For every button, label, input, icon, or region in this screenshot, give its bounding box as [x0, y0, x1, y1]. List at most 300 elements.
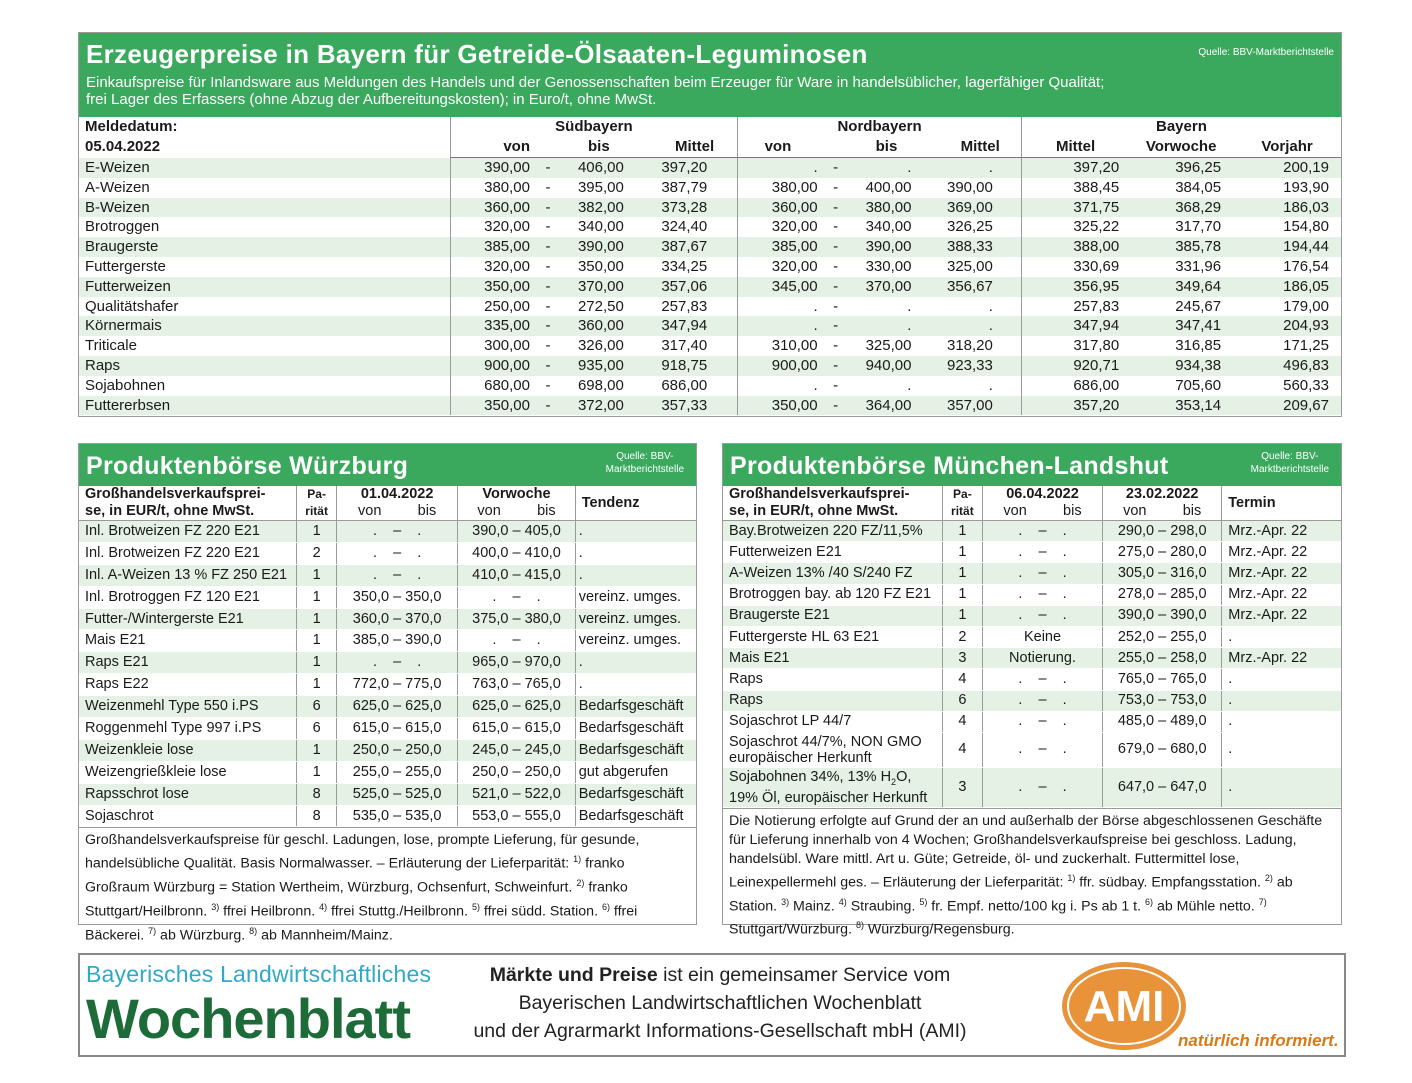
table-row: [79, 761, 696, 783]
service-text: Märkte und Preise ist ein gemeinsamer Service vom Bayerischen Landwirtschaftlichen Wochenblatt und der Agrarmarkt Informations-Gesellschaft mbH (AMI): [473, 964, 967, 1042]
wz-header-desc: Großhandelsverkaufsprei- se, in EUR/t, ohne MwSt.: [79, 486, 297, 521]
paritaet: 1: [942, 521, 982, 542]
nord-dash: -: [818, 277, 854, 297]
group-suedbayern: Südbayern: [450, 117, 738, 137]
sued-mittel: 324,40: [632, 217, 738, 237]
sued-von: 250,00: [450, 297, 530, 317]
table-row: [723, 584, 1341, 605]
product-name: Weizenmehl Type 550 i.PS: [79, 696, 297, 718]
product-name: Mais E21: [723, 648, 942, 669]
sued-dash: -: [530, 376, 566, 396]
previous-price: 763,0 – 765,0: [458, 674, 575, 696]
sued-mittel: 918,75: [632, 356, 738, 376]
nord-von: .: [738, 158, 818, 178]
bayern-vorwoche: 705,60: [1129, 376, 1233, 396]
tendenz: vereinz. umges.: [575, 586, 696, 608]
footer-banner: [78, 953, 1346, 1057]
nord-mittel: .: [919, 376, 1021, 396]
table-row: [723, 648, 1341, 669]
current-price: Notierung.: [982, 648, 1102, 669]
current-price: . – .: [982, 584, 1102, 605]
nord-bis: 380,00: [854, 198, 920, 218]
previous-price: 245,0 – 245,0: [458, 739, 575, 761]
termin: .: [1222, 711, 1341, 732]
current-price: 250,0 – 250,0: [336, 739, 457, 761]
col-sued-mittel: Mittel: [632, 137, 738, 158]
sued-dash: -: [530, 277, 566, 297]
previous-price: 753,0 – 753,0: [1103, 690, 1222, 711]
nord-mittel: .: [919, 297, 1021, 317]
sued-mittel: 387,79: [632, 178, 738, 198]
paritaet: 3: [942, 648, 982, 669]
erzeugerpreise-header: [79, 33, 1341, 117]
bayern-mittel: 388,00: [1021, 237, 1129, 257]
sued-bis: 698,00: [566, 376, 632, 396]
paritaet: 1: [297, 761, 337, 783]
paritaet: 1: [297, 608, 337, 630]
sued-mittel: 387,67: [632, 237, 738, 257]
tendenz: gut abgerufen: [575, 761, 696, 783]
nord-von: 320,00: [738, 217, 818, 237]
paritaet: 8: [297, 783, 337, 805]
table-row: [79, 257, 1341, 277]
sued-dash: -: [530, 158, 566, 178]
current-price: 772,0 – 775,0: [336, 674, 457, 696]
nord-bis: 325,00: [854, 336, 920, 356]
wuerzburg-title: Produktenbörse Würzburg: [86, 452, 409, 480]
termin: .: [1222, 690, 1341, 711]
sued-bis: 390,00: [566, 237, 632, 257]
previous-price: 410,0 – 415,0: [458, 564, 575, 586]
bayern-vorwoche: 384,05: [1129, 178, 1233, 198]
tendenz: .: [575, 542, 696, 564]
bayern-mittel: 388,45: [1021, 178, 1129, 198]
sued-mittel: 317,40: [632, 336, 738, 356]
bayern-vorwoche: 353,14: [1129, 396, 1233, 416]
table-row: [723, 521, 1341, 542]
termin: Mrz.-Apr. 22: [1222, 648, 1341, 669]
paritaet: 4: [942, 669, 982, 690]
sued-bis: 382,00: [566, 198, 632, 218]
nord-dash: -: [818, 356, 854, 376]
bayern-vorwoche: 396,25: [1129, 158, 1233, 178]
current-price: . – .: [336, 521, 457, 543]
product-name: Futtergerste: [79, 257, 450, 277]
wuerzburg-header: [79, 444, 696, 486]
nord-bis: .: [854, 316, 920, 336]
nord-dash: -: [818, 158, 854, 178]
sued-mittel: 397,20: [632, 158, 738, 178]
previous-price: 521,0 – 522,0: [458, 783, 575, 805]
bayern-mittel: 686,00: [1021, 376, 1129, 396]
bayern-vorwoche: 347,41: [1129, 316, 1233, 336]
paritaet: 6: [297, 696, 337, 718]
nord-von: 385,00: [738, 237, 818, 257]
table-row: [79, 396, 1341, 416]
sued-bis: 372,00: [566, 396, 632, 416]
current-price: 625,0 – 625,0: [336, 696, 457, 718]
nord-bis: 940,00: [854, 356, 920, 376]
nord-dash: -: [818, 297, 854, 317]
previous-price: 275,0 – 280,0: [1103, 542, 1222, 563]
col-bayern-vorjahr: Vorjahr: [1233, 137, 1341, 158]
product-name: A-Weizen: [79, 178, 450, 198]
product-name: Inl. Brotweizen FZ 220 E21: [79, 521, 297, 543]
table-row: [79, 336, 1341, 356]
sued-mittel: 357,33: [632, 396, 738, 416]
product-name: Inl. Brotroggen FZ 120 E21: [79, 586, 297, 608]
col-nord-von: von: [738, 137, 818, 158]
termin: Mrz.-Apr. 22: [1222, 521, 1341, 542]
bayern-vorjahr: 171,25: [1233, 336, 1341, 356]
current-price: 350,0 – 350,0: [336, 586, 457, 608]
bayern-vorwoche: 934,38: [1129, 356, 1233, 376]
sued-mittel: 347,94: [632, 316, 738, 336]
bayern-mittel: 317,80: [1021, 336, 1129, 356]
sued-bis: 935,00: [566, 356, 632, 376]
bayern-vorjahr: 179,00: [1233, 297, 1341, 317]
sued-bis: 395,00: [566, 178, 632, 198]
nord-dash: -: [818, 316, 854, 336]
bayern-mittel: 371,75: [1021, 198, 1129, 218]
bayern-mittel: 325,22: [1021, 217, 1129, 237]
sued-dash: -: [530, 257, 566, 277]
tendenz: Bedarfsgeschäft: [575, 696, 696, 718]
col-sued-bis: bis: [566, 137, 632, 158]
product-name: Brotroggen: [79, 217, 450, 237]
bayern-vorjahr: 496,83: [1233, 356, 1341, 376]
table-row: Sojabohnen 34%, 13% $H_2O$, 19% Öl, europäischer Herkunft 3 . – . 647,0 – 647,0 .: [723, 767, 1341, 807]
current-price: . – .: [336, 564, 457, 586]
previous-price: 278,0 – 285,0: [1103, 584, 1222, 605]
nord-von: 310,00: [738, 336, 818, 356]
product-name: Braugerste: [79, 237, 450, 257]
table-row: [79, 564, 696, 586]
ml-header-date: 06.04.2022 von bis: [982, 486, 1102, 521]
bayern-mittel: 257,83: [1021, 297, 1129, 317]
current-price: . – .: [982, 711, 1102, 732]
product-name: Weizenkleie lose: [79, 739, 297, 761]
previous-price: 305,0 – 316,0: [1103, 563, 1222, 584]
bayern-mittel: 356,95: [1021, 277, 1129, 297]
sued-mittel: 257,83: [632, 297, 738, 317]
erzeugerpreise-table: [79, 117, 1341, 415]
previous-price: 485,0 – 489,0: [1103, 711, 1222, 732]
nord-dash: -: [818, 336, 854, 356]
bayern-vorjahr: 204,93: [1233, 316, 1341, 336]
product-name: Raps: [723, 690, 942, 711]
product-name: Futtergerste HL 63 E21: [723, 626, 942, 647]
product-name: Roggenmehl Type 997 i.PS: [79, 718, 297, 740]
sued-von: 380,00: [450, 178, 530, 198]
product-name: Futter-/Wintergerste E21: [79, 608, 297, 630]
meldedatum-value: 05.04.2022: [85, 138, 161, 156]
muenchen-table: [723, 486, 1341, 808]
paritaet: 2: [942, 626, 982, 647]
termin: Mrz.-Apr. 22: [1222, 605, 1341, 626]
bayern-vorwoche: 316,85: [1129, 336, 1233, 356]
nord-bis: .: [854, 297, 920, 317]
ml-header-paritaet: Pa- rität: [942, 486, 982, 521]
paritaet: 1: [942, 542, 982, 563]
table-row: [79, 696, 696, 718]
sued-von: 320,00: [450, 257, 530, 277]
previous-price: 255,0 – 258,0: [1103, 648, 1222, 669]
paritaet: 1: [942, 584, 982, 605]
table-row: [79, 718, 696, 740]
nord-dash: -: [818, 237, 854, 257]
nord-von: 320,00: [738, 257, 818, 277]
table-row: [79, 674, 696, 696]
table-row: [723, 563, 1341, 584]
bayern-vorjahr: 193,90: [1233, 178, 1341, 198]
bayern-vorjahr: 186,05: [1233, 277, 1341, 297]
sued-von: 335,00: [450, 316, 530, 336]
sued-dash: -: [530, 198, 566, 218]
nord-mittel: .: [919, 316, 1021, 336]
nord-mittel: 325,00: [919, 257, 1021, 277]
tendenz: vereinz. umges.: [575, 630, 696, 652]
ml-header-desc: Großhandelsverkaufsprei- se, in EUR/t, ohne MwSt.: [723, 486, 942, 521]
product-name: Braugerste E21: [723, 605, 942, 626]
nord-von: 350,00: [738, 396, 818, 416]
bayern-vorjahr: 560,33: [1233, 376, 1341, 396]
table-row: [79, 297, 1341, 317]
bayern-mittel: 330,69: [1021, 257, 1129, 277]
wuerzburg-source: Quelle: BBV- Marktberichtstelle: [605, 451, 684, 475]
sued-dash: -: [530, 217, 566, 237]
sued-von: 900,00: [450, 356, 530, 376]
table-row: [723, 605, 1341, 626]
product-name: E-Weizen: [79, 158, 450, 178]
product-name: Sojabohnen: [79, 376, 450, 396]
previous-price: 252,0 – 255,0: [1103, 626, 1222, 647]
previous-price: 625,0 – 625,0: [458, 696, 575, 718]
table-row: [79, 237, 1341, 257]
current-price: . – .: [982, 690, 1102, 711]
group-bayern: Bayern: [1021, 117, 1341, 137]
nord-bis: 364,00: [854, 396, 920, 416]
current-price: . – .: [982, 521, 1102, 542]
product-name: Raps: [723, 669, 942, 690]
bayern-vorjahr: 200,19: [1233, 158, 1341, 178]
bayern-mittel: 397,20: [1021, 158, 1129, 178]
sued-bis: 370,00: [566, 277, 632, 297]
wuerzburg-footnote: Großhandelsverkaufspreise für geschl. Ladungen, lose, prompte Lieferung, für gesunde, handelsübliche Qualität. Basis Normalwasser. – Erläuterung der Lieferparität: $^{1)}$ franko Großraum Würzburg = Station Wertheim, Würzburg, Ochsenfurt, Schweinfurt. $^{2)}$ franko Stuttgart/Heilbronn. $^{3)}$ ffrei Heilbronn. $^{4)}$ ffrei Stuttg./Heilbronn. $^{5)}$ ffrei südd. Station. $^{6)}$ ffrei Bäckerei. $^{7)}$ ab Würzburg. $^{8)}$ ab Mannheim/Mainz.: [79, 827, 696, 948]
termin: .: [1222, 626, 1341, 647]
nord-dash: -: [818, 396, 854, 416]
product-name: Triticale: [79, 336, 450, 356]
wuerzburg-table: [79, 486, 696, 827]
product-name: Futterweizen: [79, 277, 450, 297]
previous-price: 965,0 – 970,0: [458, 652, 575, 674]
sued-von: 680,00: [450, 376, 530, 396]
product-name: Sojaschrot: [79, 805, 297, 827]
sued-bis: 360,00: [566, 316, 632, 336]
sued-bis: 340,00: [566, 217, 632, 237]
paritaet: 6: [297, 718, 337, 740]
tendenz: vereinz. umges.: [575, 608, 696, 630]
bayern-vorjahr: 209,67: [1233, 396, 1341, 416]
bayern-mittel: 357,20: [1021, 396, 1129, 416]
nord-mittel: 390,00: [919, 178, 1021, 198]
tendenz: .: [575, 564, 696, 586]
product-name: Rapsschrot lose: [79, 783, 297, 805]
paritaet: 1: [942, 563, 982, 584]
table-row: [79, 521, 696, 543]
bayern-mittel: 920,71: [1021, 356, 1129, 376]
termin: Mrz.-Apr. 22: [1222, 542, 1341, 563]
sued-dash: -: [530, 297, 566, 317]
bayern-mittel: 347,94: [1021, 316, 1129, 336]
table-row: [723, 669, 1341, 690]
product-name: Qualitätshafer: [79, 297, 450, 317]
bayern-vorjahr: 186,03: [1233, 198, 1341, 218]
product-name: Raps E22: [79, 674, 297, 696]
current-price: 255,0 – 255,0: [336, 761, 457, 783]
previous-price: 375,0 – 380,0: [458, 608, 575, 630]
sued-mittel: 373,28: [632, 198, 738, 218]
nord-von: 380,00: [738, 178, 818, 198]
nord-bis: 330,00: [854, 257, 920, 277]
sued-von: 385,00: [450, 237, 530, 257]
sued-von: 320,00: [450, 217, 530, 237]
product-name: Körnermais: [79, 316, 450, 336]
nord-dash: -: [818, 217, 854, 237]
paritaet: 1: [297, 630, 337, 652]
sued-von: 300,00: [450, 336, 530, 356]
current-price: 535,0 – 535,0: [336, 805, 457, 827]
table-row: [79, 652, 696, 674]
sued-dash: -: [530, 336, 566, 356]
erzeugerpreise-source: Quelle: BBV-Marktberichtstelle: [1198, 47, 1334, 58]
sued-bis: 326,00: [566, 336, 632, 356]
bayern-vorwoche: 317,70: [1129, 217, 1233, 237]
meldedatum-label: Meldedatum:: [85, 118, 178, 135]
termin: Mrz.-Apr. 22: [1222, 563, 1341, 584]
col-bayern-mittel: Mittel: [1021, 137, 1129, 158]
product-name: Weizengrießkleie lose: [79, 761, 297, 783]
blw-logo-line1: Bayerisches Landwirtschaftliches: [86, 961, 432, 987]
product-name: Raps: [79, 356, 450, 376]
termin: .: [1222, 669, 1341, 690]
product-name: Raps E21: [79, 652, 297, 674]
nord-dash: -: [818, 376, 854, 396]
previous-price: 615,0 – 615,0: [458, 718, 575, 740]
current-price: . – .: [982, 542, 1102, 563]
current-price: . – .: [982, 605, 1102, 626]
nord-mittel: 923,33: [919, 356, 1021, 376]
table-row: [79, 198, 1341, 218]
product-name: Futterweizen E21: [723, 542, 942, 563]
nord-von: 900,00: [738, 356, 818, 376]
group-nordbayern: Nordbayern: [738, 117, 1022, 137]
table-row: [79, 277, 1341, 297]
paritaet: 6: [942, 690, 982, 711]
muenchen-panel: [722, 443, 1342, 938]
current-price: 360,0 – 370,0: [336, 608, 457, 630]
current-price: 385,0 – 390,0: [336, 630, 457, 652]
table-row: [79, 739, 696, 761]
previous-price: 400,0 – 410,0: [458, 542, 575, 564]
nord-mittel: 326,25: [919, 217, 1021, 237]
bayern-vorjahr: 176,54: [1233, 257, 1341, 277]
bayern-vorwoche: 368,29: [1129, 198, 1233, 218]
tendenz: Bedarfsgeschäft: [575, 718, 696, 740]
table-row: [79, 630, 696, 652]
paritaet: 8: [297, 805, 337, 827]
nord-bis: 370,00: [854, 277, 920, 297]
wz-header-paritaet: Pa- rität: [297, 486, 337, 521]
previous-price: 390,0 – 390,0: [1103, 605, 1222, 626]
nord-von: .: [738, 376, 818, 396]
sued-mittel: 334,25: [632, 257, 738, 277]
table-row: [79, 542, 696, 564]
current-price: . – .: [982, 669, 1102, 690]
table-row: [79, 586, 696, 608]
nord-mittel: 369,00: [919, 198, 1021, 218]
product-name: Sojaschrot LP 44/7: [723, 711, 942, 732]
table-row: Sojaschrot 44/7%, NON GMO europäischer Herkunft 4 . – . 679,0 – 680,0 .: [723, 732, 1341, 767]
ami-logo-text: AMI: [1083, 982, 1165, 1031]
product-name: Inl. A-Weizen 13 % FZ 250 E21: [79, 564, 297, 586]
paritaet: 1: [297, 739, 337, 761]
nord-bis: .: [854, 158, 920, 178]
current-price: 525,0 – 525,0: [336, 783, 457, 805]
sued-bis: 350,00: [566, 257, 632, 277]
sued-von: 360,00: [450, 198, 530, 218]
table-row: [723, 626, 1341, 647]
ami-tagline: natürlich informiert.: [1178, 1031, 1339, 1050]
current-price: . – .: [336, 542, 457, 564]
tendenz: Bedarfsgeschäft: [575, 783, 696, 805]
sued-mittel: 357,06: [632, 277, 738, 297]
paritaet: 1: [942, 605, 982, 626]
paritaet: 4: [942, 711, 982, 732]
sued-bis: 272,50: [566, 297, 632, 317]
sued-dash: -: [530, 396, 566, 416]
sued-dash: -: [530, 316, 566, 336]
sued-dash: -: [530, 356, 566, 376]
erzeugerpreise-title: Erzeugerpreise in Bayern für Getreide-Ölsaaten-Leguminosen: [86, 39, 868, 69]
bayern-vorjahr: 154,80: [1233, 217, 1341, 237]
previous-price: 290,0 – 298,0: [1103, 521, 1222, 542]
table-row: [723, 711, 1341, 732]
col-nord-mittel: Mittel: [919, 137, 1021, 158]
nord-bis: .: [854, 376, 920, 396]
bayern-vorjahr: 194,44: [1233, 237, 1341, 257]
sued-dash: -: [530, 237, 566, 257]
table-row: [79, 316, 1341, 336]
wuerzburg-panel: [78, 443, 697, 944]
col-bayern-vorwoche: Vorwoche: [1129, 137, 1233, 158]
nord-mittel: 388,33: [919, 237, 1021, 257]
nord-von: 360,00: [738, 198, 818, 218]
nord-von: .: [738, 297, 818, 317]
table-row: [79, 376, 1341, 396]
bayern-vorwoche: 385,78: [1129, 237, 1233, 257]
bayern-vorwoche: 331,96: [1129, 257, 1233, 277]
previous-price: . – .: [458, 586, 575, 608]
erzeugerpreise-panel: [78, 32, 1342, 417]
nord-bis: 340,00: [854, 217, 920, 237]
table-row: [79, 178, 1341, 198]
table-row: [79, 158, 1341, 178]
current-price: Keine: [982, 626, 1102, 647]
product-name: Mais E21: [79, 630, 297, 652]
nord-mittel: 357,00: [919, 396, 1021, 416]
product-name: Futtererbsen: [79, 396, 450, 416]
